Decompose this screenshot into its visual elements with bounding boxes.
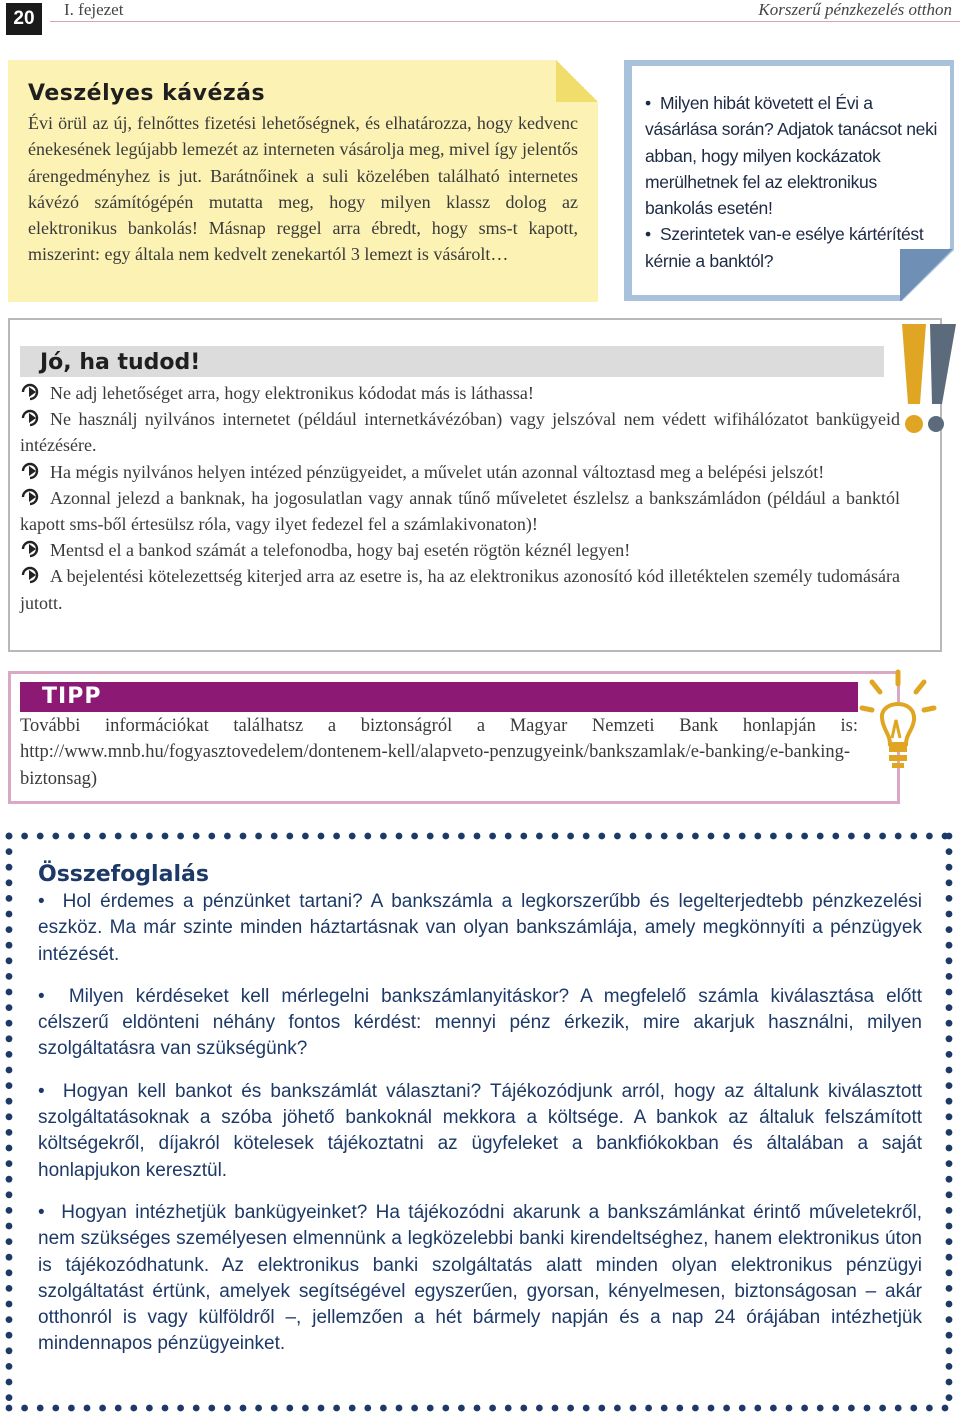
border-dot bbox=[115, 1405, 122, 1412]
border-dot bbox=[411, 833, 418, 840]
border-dot bbox=[364, 1405, 371, 1412]
border-dot bbox=[946, 1394, 953, 1401]
border-dot bbox=[848, 833, 855, 840]
border-dot bbox=[6, 1145, 13, 1152]
border-dot bbox=[6, 864, 13, 871]
border-dot bbox=[910, 1405, 917, 1412]
border-dot bbox=[926, 833, 933, 840]
summary-dotted-border-left bbox=[4, 831, 14, 1413]
border-dot bbox=[817, 1405, 824, 1412]
border-dot bbox=[723, 1405, 730, 1412]
good-to-know-title: Jó, ha tudod! bbox=[40, 350, 201, 375]
border-dot bbox=[99, 833, 106, 840]
border-dot bbox=[411, 1405, 418, 1412]
border-dot bbox=[946, 1067, 953, 1074]
border-dot bbox=[6, 1020, 13, 1027]
border-dot bbox=[286, 1405, 293, 1412]
border-dot bbox=[474, 1405, 481, 1412]
border-dot bbox=[946, 1129, 953, 1136]
border-dot bbox=[946, 973, 953, 980]
border-dot bbox=[630, 833, 637, 840]
question-item: • Milyen hibát követett el Évi a vásárlása során? Adjatok tanácsot neki abban, hogy milyen kockázatok merülhetnek fel az elektronikus bankolás esetén! bbox=[645, 93, 938, 219]
border-dot bbox=[946, 848, 953, 855]
border-dot bbox=[130, 833, 137, 840]
summary-title: Összefoglalás bbox=[38, 862, 209, 887]
arrow-circle-icon bbox=[20, 382, 40, 402]
border-dot bbox=[598, 833, 605, 840]
border-dot bbox=[6, 1176, 13, 1183]
border-dot bbox=[879, 833, 886, 840]
border-dot bbox=[84, 833, 91, 840]
border-dot bbox=[536, 1405, 543, 1412]
summary-dotted-border-right bbox=[944, 831, 954, 1413]
border-dot bbox=[6, 1332, 13, 1339]
border-dot bbox=[723, 833, 730, 840]
border-dot bbox=[333, 1405, 340, 1412]
summary-item-text: Milyen kérdéseket kell mérlegelni bankszámlanyitáskor? A megfelelő számla kiválasztása előtt célszerű eldönteni néhány fontos kérdést: mennyi pénz érkezik, mire akarjuk használni, milyen szolgáltatásra van szükségünk? bbox=[38, 985, 922, 1060]
border-dot bbox=[946, 895, 953, 902]
header-rule bbox=[50, 21, 960, 22]
border-dot bbox=[786, 1405, 793, 1412]
tip-item bbox=[20, 406, 900, 458]
tip-item-text: Mentsd el a bankod számát a telefonodba, hogy baj esetén rögtön kéznél legyen! bbox=[50, 540, 631, 561]
border-dot bbox=[224, 1405, 231, 1412]
border-dot bbox=[567, 1405, 574, 1412]
border-dot bbox=[130, 1405, 137, 1412]
border-dot bbox=[380, 833, 387, 840]
tip-item-text: Ha mégis nyilvános helyen intézed pénzügyeidet, a művelet után azonnal változtasd meg a belépési jelszót! bbox=[50, 461, 825, 482]
story-corner-fold bbox=[556, 60, 598, 102]
question-list bbox=[645, 90, 940, 274]
story-title: Veszélyes kávézás bbox=[28, 81, 266, 106]
border-dot bbox=[864, 833, 871, 840]
border-dot bbox=[739, 833, 746, 840]
border-dot bbox=[6, 1301, 13, 1308]
border-dot bbox=[754, 833, 761, 840]
question-item: • Szerintetek van-e esélye kártérítést kérnie a banktól? bbox=[645, 224, 924, 271]
border-dot bbox=[848, 1405, 855, 1412]
border-dot bbox=[946, 957, 953, 964]
border-dot bbox=[458, 833, 465, 840]
border-dot bbox=[946, 989, 953, 996]
tip-item-text: A bejelentési kötelezettség kiterjed arra az esetre is, ha az elektronikus azonosító kód illetéktelen személy tudomására jutott. bbox=[20, 566, 900, 613]
border-dot bbox=[946, 1238, 953, 1245]
border-dot bbox=[6, 973, 13, 980]
border-dot bbox=[6, 879, 13, 886]
border-dot bbox=[946, 1254, 953, 1261]
border-dot bbox=[946, 1020, 953, 1027]
summary-dotted-border-bottom bbox=[4, 1403, 954, 1413]
border-dot bbox=[302, 833, 309, 840]
border-dot bbox=[6, 1238, 13, 1245]
border-dot bbox=[427, 833, 434, 840]
border-dot bbox=[6, 1160, 13, 1167]
border-dot bbox=[177, 833, 184, 840]
border-dot bbox=[6, 895, 13, 902]
border-dot bbox=[6, 942, 13, 949]
border-dot bbox=[271, 833, 278, 840]
chapter-label: I. fejezet bbox=[64, 0, 124, 19]
border-dot bbox=[801, 833, 808, 840]
border-dot bbox=[770, 833, 777, 840]
border-dot bbox=[946, 942, 953, 949]
border-dot bbox=[6, 1316, 13, 1323]
border-dot bbox=[552, 1405, 559, 1412]
border-dot bbox=[6, 1223, 13, 1230]
border-dot bbox=[786, 833, 793, 840]
border-dot bbox=[318, 833, 325, 840]
border-dot bbox=[754, 1405, 761, 1412]
border-dot bbox=[926, 1405, 933, 1412]
border-dot bbox=[6, 1285, 13, 1292]
summary-item: • Hogyan kell bankot és bankszámlát választani? Tájékozódjunk arról, hogy az általunk kiválasztott szolgáltatásoknak a szóba jöhető bankoknál mekkora a költsége. A bankok az általuk felszámított költségekről, díjakról kötelesek tájékoztatni az ügyfeleket a bankfiókokban és általában a saját honlapjukon keresztül. bbox=[38, 1080, 922, 1181]
border-dot bbox=[380, 1405, 387, 1412]
border-dot bbox=[946, 1035, 953, 1042]
border-dot bbox=[946, 1004, 953, 1011]
border-dot bbox=[946, 1082, 953, 1089]
border-dot bbox=[442, 833, 449, 840]
border-dot bbox=[520, 1405, 527, 1412]
tip-item bbox=[20, 380, 900, 406]
border-dot bbox=[645, 1405, 652, 1412]
border-dot bbox=[6, 957, 13, 964]
border-dot bbox=[224, 833, 231, 840]
border-dot bbox=[37, 833, 44, 840]
border-dot bbox=[146, 1405, 153, 1412]
border-dot bbox=[349, 833, 356, 840]
border-dot bbox=[255, 1405, 262, 1412]
summary-item-text: Hol érdemes a pénzünket tartani? A bankszámla a legkorszerűbb és legelterjedtebb pénzkezelési eszköz. Ma már szinte minden háztartásnak van olyan bankszámlája, amely megkönnyíti a pénzügyek intézését. bbox=[38, 891, 922, 965]
border-dot bbox=[6, 1113, 13, 1120]
tip-item-text: Azonnal jelezd a banknak, ha jogosulatlan vagy annak tűnő műveletet észlelsz a bankszámládon (például a banktól kapott sms-ből értesülsz róla, vagy ilyet fedezel fel a számlakivonaton)! bbox=[20, 487, 900, 535]
border-dot bbox=[6, 926, 13, 933]
summary-dotted-border-top bbox=[4, 831, 954, 841]
border-dot bbox=[879, 1405, 886, 1412]
border-dot bbox=[6, 1254, 13, 1261]
tip-item-text: Ne használj nyilvános internetet (például internetkávézóban) vagy jelszóval nem védett wifihálózatot bankügyeid intézésére. bbox=[20, 409, 900, 456]
border-dot bbox=[676, 1405, 683, 1412]
border-dot bbox=[6, 911, 13, 918]
border-dot bbox=[6, 1379, 13, 1386]
border-dot bbox=[6, 1191, 13, 1198]
border-dot bbox=[583, 833, 590, 840]
border-dot bbox=[6, 1363, 13, 1370]
border-dot bbox=[6, 1035, 13, 1042]
border-dot bbox=[6, 1098, 13, 1105]
border-dot bbox=[240, 833, 247, 840]
border-dot bbox=[630, 1405, 637, 1412]
border-dot bbox=[458, 1405, 465, 1412]
border-dot bbox=[68, 1405, 75, 1412]
border-dot bbox=[162, 1405, 169, 1412]
summary-item: • Milyen kérdéseket kell mérlegelni bankszámlanyitáskor? A megfelelő számla kiválasztása előtt célszerű eldönteni néhány fontos kérdést: mennyi pénz érkezik, mire akarjuk használni, milyen szolgáltatásra van szükségünk? bbox=[38, 985, 922, 1060]
border-dot bbox=[661, 1405, 668, 1412]
border-dot bbox=[817, 833, 824, 840]
double-exclamation-icon bbox=[896, 322, 958, 442]
border-dot bbox=[427, 1405, 434, 1412]
arrow-circle-icon bbox=[20, 539, 40, 559]
tip-item bbox=[20, 563, 900, 615]
border-dot bbox=[302, 1405, 309, 1412]
border-dot bbox=[946, 1191, 953, 1198]
border-dot bbox=[536, 833, 543, 840]
tipp-title: TIPP bbox=[42, 684, 102, 709]
border-dot bbox=[520, 833, 527, 840]
border-dot bbox=[614, 1405, 621, 1412]
border-dot bbox=[946, 1316, 953, 1323]
border-dot bbox=[946, 833, 953, 840]
border-dot bbox=[99, 1405, 106, 1412]
border-dot bbox=[52, 1405, 59, 1412]
border-dot bbox=[770, 1405, 777, 1412]
arrow-circle-icon bbox=[20, 408, 40, 428]
border-dot bbox=[708, 833, 715, 840]
border-dot bbox=[177, 1405, 184, 1412]
tip-item-text: Ne adj lehetőséget arra, hogy elektronikus kódodat más is láthassa! bbox=[50, 383, 534, 403]
page-number: 20 bbox=[6, 3, 42, 35]
border-dot bbox=[52, 833, 59, 840]
tipp-title-bar bbox=[20, 682, 858, 712]
border-dot bbox=[567, 833, 574, 840]
border-dot bbox=[115, 833, 122, 840]
tip-item bbox=[20, 485, 900, 537]
border-dot bbox=[552, 833, 559, 840]
border-dot bbox=[146, 833, 153, 840]
border-dot bbox=[6, 989, 13, 996]
border-dot bbox=[946, 879, 953, 886]
border-dot bbox=[37, 1405, 44, 1412]
border-dot bbox=[21, 1405, 28, 1412]
border-dot bbox=[333, 833, 340, 840]
border-dot bbox=[708, 1405, 715, 1412]
arrow-circle-icon bbox=[20, 461, 40, 481]
border-dot bbox=[474, 833, 481, 840]
border-dot bbox=[946, 1223, 953, 1230]
question-text: Milyen hibát követett el Évi a vásárlása során? Adjatok tanácsot neki abban, hogy milyen kockázatok merülhetnek fel az elektronikus bankolás esetén! bbox=[645, 93, 938, 219]
border-dot bbox=[946, 1285, 953, 1292]
border-dot bbox=[318, 1405, 325, 1412]
border-dot bbox=[6, 1082, 13, 1089]
border-dot bbox=[6, 1207, 13, 1214]
border-dot bbox=[396, 833, 403, 840]
border-dot bbox=[21, 833, 28, 840]
border-dot bbox=[583, 1405, 590, 1412]
border-dot bbox=[6, 833, 13, 840]
border-dot bbox=[489, 1405, 496, 1412]
border-dot bbox=[271, 1405, 278, 1412]
border-dot bbox=[286, 833, 293, 840]
border-dot bbox=[6, 1004, 13, 1011]
border-dot bbox=[489, 833, 496, 840]
border-dot bbox=[598, 1405, 605, 1412]
border-dot bbox=[946, 1347, 953, 1354]
lightbulb-icon bbox=[858, 668, 938, 772]
border-dot bbox=[162, 833, 169, 840]
question-text: Szerintetek van-e esélye kártérítést kérnie a banktól? bbox=[645, 224, 924, 271]
border-dot bbox=[739, 1405, 746, 1412]
border-dot bbox=[364, 833, 371, 840]
border-dot bbox=[505, 833, 512, 840]
border-dot bbox=[946, 1051, 953, 1058]
border-dot bbox=[692, 833, 699, 840]
border-dot bbox=[946, 1379, 953, 1386]
border-dot bbox=[68, 833, 75, 840]
border-dot bbox=[661, 833, 668, 840]
border-dot bbox=[895, 833, 902, 840]
border-dot bbox=[946, 1160, 953, 1167]
border-dot bbox=[910, 833, 917, 840]
arrow-circle-icon bbox=[20, 487, 40, 507]
border-dot bbox=[832, 833, 839, 840]
border-dot bbox=[6, 1347, 13, 1354]
border-dot bbox=[193, 1405, 200, 1412]
border-dot bbox=[946, 1207, 953, 1214]
border-dot bbox=[255, 833, 262, 840]
border-dot bbox=[946, 1113, 953, 1120]
border-dot bbox=[946, 1145, 953, 1152]
tip-item bbox=[20, 537, 900, 563]
summary-item-text: Hogyan intézhetjük bankügyeinket? Ha tájékozódni akarunk a bankszámlánkat érintő műveletekről, nem szükséges személyesen elmennünk a legközelebbi banki kirendeltséghez, hanem elektronikus úton is tájékozódhatunk. Az elektronikus banki szolgáltatás alatt minden olyan elektronikus pénzügyi szolgáltatást értünk, amelyek segítségével egyszerűen, gyorsan, kényelmesen, biztonságosan – akár otthonról is vagy külföldről –, jellemzően a hét bármely napján és a nap 24 órájában intézhetjük mindennapos pénzügyeinket. bbox=[38, 1201, 922, 1355]
border-dot bbox=[946, 1301, 953, 1308]
border-dot bbox=[946, 1363, 953, 1370]
border-dot bbox=[832, 1405, 839, 1412]
border-dot bbox=[208, 1405, 215, 1412]
summary-item: • Hogyan intézhetjük bankügyeinket? Ha tájékozódni akarunk a bankszámlánkat érintő műveletekről, nem szükséges személyesen elmennünk a legközelebbi banki kirendeltséghez, hanem elektronikus úton is tájékozódhatunk. Az elektronikus banki szolgáltatás alatt minden olyan elektronikus pénzügyi szolgáltatást értünk, amelyek segítségével egyszerűen, gyorsan, kényelmesen, biztonságosan – akár otthonról is vagy külföldről –, jellemzően a hét bármely napján és a nap 24 órájában intézhetjük mindennapos pénzügyeinket. bbox=[38, 1201, 922, 1355]
border-dot bbox=[6, 1394, 13, 1401]
border-dot bbox=[193, 833, 200, 840]
summary-item-text: Hogyan kell bankot és bankszámlát választani? Tájékozódjunk arról, hogy az általunk kiválasztott szolgáltatásoknak a szóba jöhető bankoknál mekkora a költsége. A bankok az általuk felszámított költségekről, díjakról kötelesek tájékoztatni az ügyfeleket a bankfiókokban és általában a saját honlapjukon keresztül. bbox=[38, 1080, 922, 1181]
border-dot bbox=[864, 1405, 871, 1412]
border-dot bbox=[6, 1067, 13, 1074]
border-dot bbox=[84, 1405, 91, 1412]
border-dot bbox=[6, 1129, 13, 1136]
good-to-know-list bbox=[20, 380, 900, 616]
border-dot bbox=[946, 864, 953, 871]
border-dot bbox=[946, 1269, 953, 1276]
tip-item bbox=[20, 459, 900, 485]
border-dot bbox=[946, 926, 953, 933]
summary-item: • Hol érdemes a pénzünket tartani? A bankszámla a legkorszerűbb és legelterjedtebb pénzkezelési eszköz. Ma már szinte minden háztartásnak van olyan bankszámlája, amely megkönnyíti a pénzügyek intézését. bbox=[38, 891, 922, 965]
border-dot bbox=[946, 1176, 953, 1183]
border-dot bbox=[801, 1405, 808, 1412]
border-dot bbox=[208, 833, 215, 840]
border-dot bbox=[676, 833, 683, 840]
border-dot bbox=[442, 1405, 449, 1412]
border-dot bbox=[614, 833, 621, 840]
border-dot bbox=[505, 1405, 512, 1412]
story-body: Évi örül az új, felnőttes fizetési lehetőségnek, és elhatározza, hogy kedvenc énekesének legújabb lemezét az interneten vásárolja meg, mivel így jelentős árengedményhez is jut. Barátnőinek a suli közelében található internetes kávézó számítógépén mutatta meg, hogy milyen klassz dolog az elektronikus bankolás! Másnap reggel arra ébredt, hogy sms-t kapott, miszerint: egy általa nem kedvelt zenekartól 3 lemezt is vásárolt… bbox=[28, 113, 578, 265]
summary-list bbox=[38, 889, 922, 1374]
tipp-text: További információkat találhatsz a biztonságról a Magyar Nemzeti Bank honlapján is: http://www.mnb.hu/fogyasztovedelem/dontenem-kell/alapveto-penzugyeink/bankszamlak/e-banking/e-banking-biztonsag) bbox=[20, 716, 858, 789]
border-dot bbox=[349, 1405, 356, 1412]
border-dot bbox=[692, 1405, 699, 1412]
running-title: Korszerű pénzkezelés otthon bbox=[758, 0, 952, 19]
border-dot bbox=[6, 848, 13, 855]
border-dot bbox=[6, 1269, 13, 1276]
border-dot bbox=[946, 1332, 953, 1339]
border-dot bbox=[240, 1405, 247, 1412]
border-dot bbox=[396, 1405, 403, 1412]
border-dot bbox=[645, 833, 652, 840]
border-dot bbox=[946, 911, 953, 918]
border-dot bbox=[6, 1051, 13, 1058]
arrow-circle-icon bbox=[20, 565, 40, 585]
border-dot bbox=[895, 1405, 902, 1412]
border-dot bbox=[946, 1098, 953, 1105]
